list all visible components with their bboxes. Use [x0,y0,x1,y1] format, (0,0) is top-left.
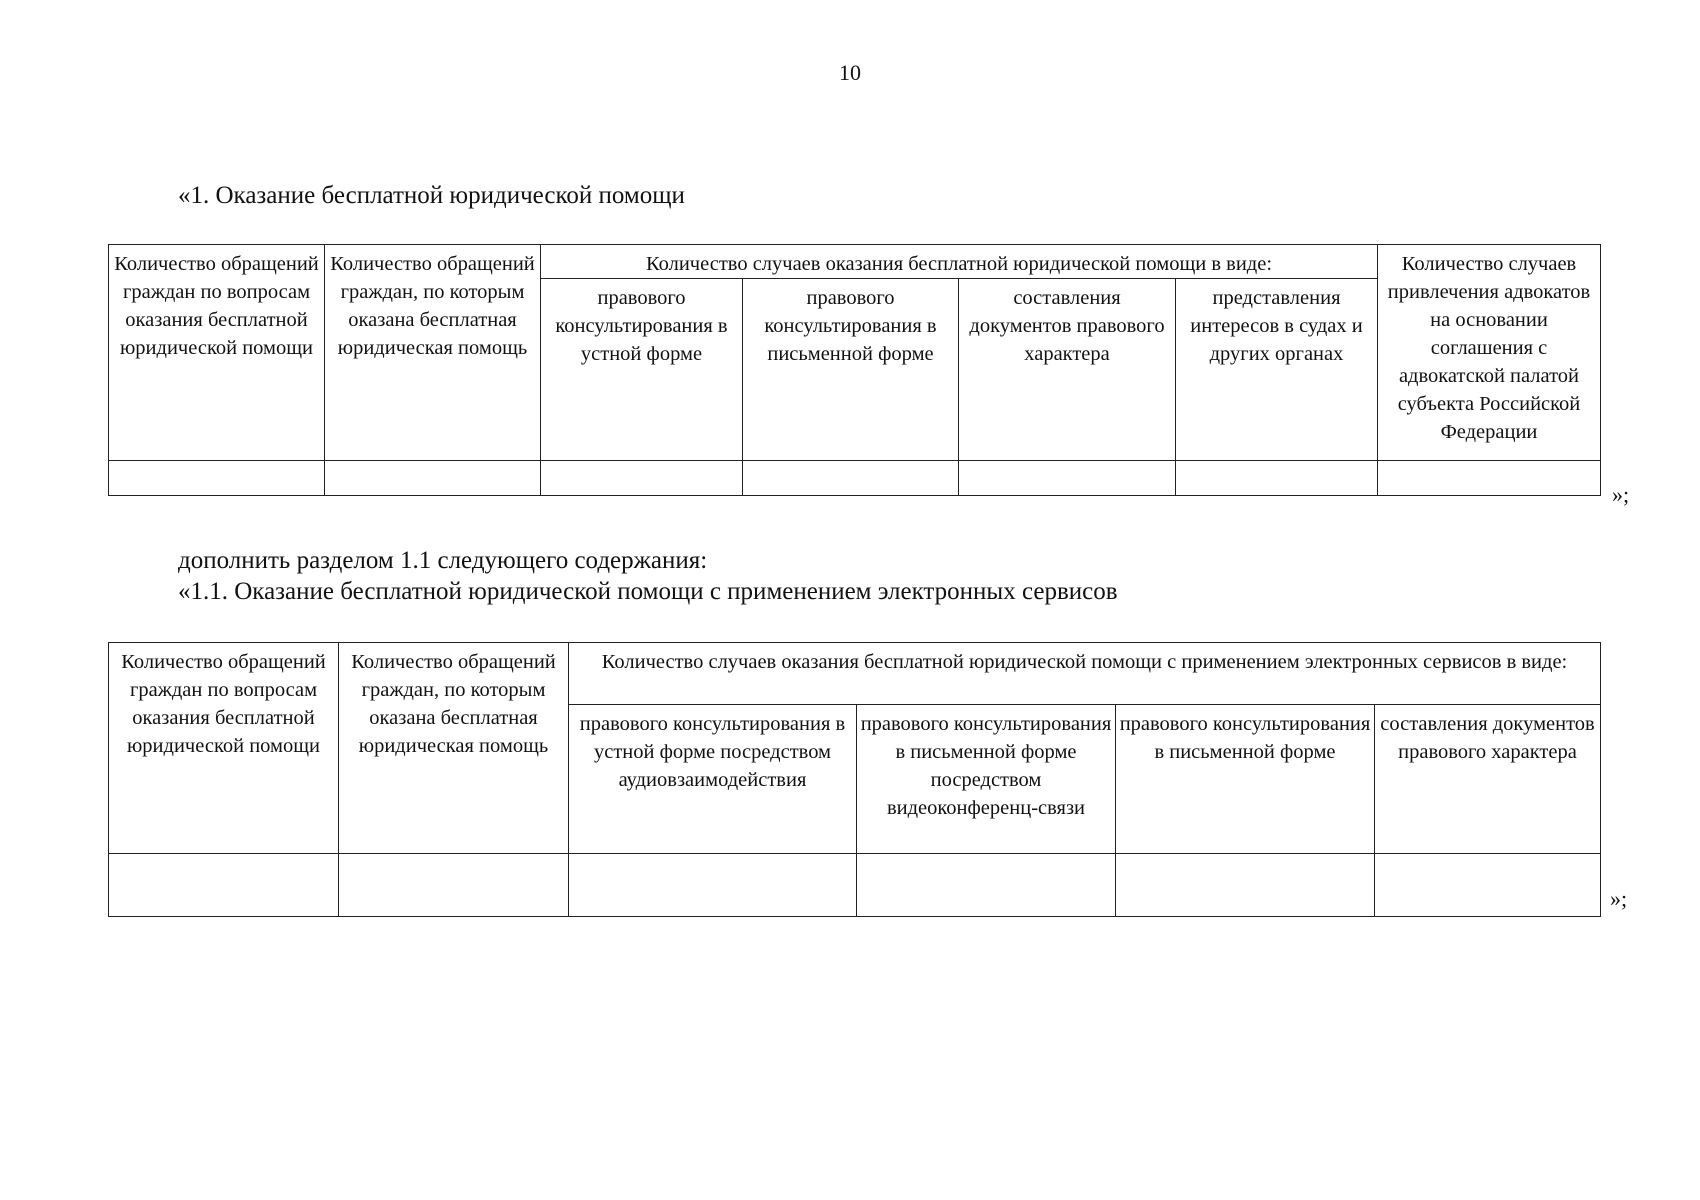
table-cell [1116,854,1375,917]
table-cell [325,461,541,496]
table-cell [109,854,339,917]
closing-quote: »; [1610,886,1628,911]
header-legal-documents: составления документов правового характера [1375,705,1601,854]
header-legal-documents: составления документов правового характера [959,279,1176,461]
header-video-consultation: правового консультирования в письменной форме посредством видеоконференц-связи [857,705,1116,854]
header-written-consultation: правового консультирования в письменной форме [1116,705,1375,854]
header-advocates-cases: Количество случаев привлечения адвокатов на основании соглашения с адвокатской палатой субъекта Российской Федерации [1378,245,1601,461]
header-audio-consultation: правового консультирования в устной форме посредством аудиовзаимодействия [569,705,857,854]
header-oral-consultation: правового консультирования в устной форме [541,279,743,461]
header-court-representation: представления интересов в судах и других органах [1176,279,1378,461]
table-cell [1375,854,1601,917]
table-cell [959,461,1176,496]
table-cell [541,461,743,496]
amendment-text: дополнить разделом 1.1 следующего содержания: [178,547,708,574]
section-1-heading: «1. Оказание бесплатной юридической помощи [178,182,685,209]
table-electronic-legal-aid [108,642,1601,917]
header-cases-group: Количество случаев оказания бесплатной юридической помощи с применением электронных сервисов в виде: [569,643,1601,705]
table-cell [569,854,857,917]
table-cell [339,854,569,917]
header-cases-group: Количество случаев оказания бесплатной юридической помощи в виде: [541,245,1378,279]
header-requests-helped: Количество обращений граждан, по которым оказана бесплатная юридическая помощь [325,245,541,461]
table-free-legal-aid [108,244,1601,496]
table-cell [743,461,959,496]
table-cell [1176,461,1378,496]
section-1-1-heading: «1.1. Оказание бесплатной юридической помощи с применением электронных сервисов [178,578,1118,605]
table-cell [1378,461,1601,496]
header-requests-helped: Количество обращений граждан, по которым оказана бесплатная юридическая помощь [339,643,569,854]
table-cell [109,461,325,496]
header-requests-count: Количество обращений граждан по вопросам оказания бесплатной юридической помощи [109,245,325,461]
header-requests-count: Количество обращений граждан по вопросам оказания бесплатной юридической помощи [109,643,339,854]
table-cell [857,854,1116,917]
page-number: 10 [839,60,861,85]
header-written-consultation: правового консультирования в письменной форме [743,279,959,461]
closing-quote: »; [1612,482,1630,507]
